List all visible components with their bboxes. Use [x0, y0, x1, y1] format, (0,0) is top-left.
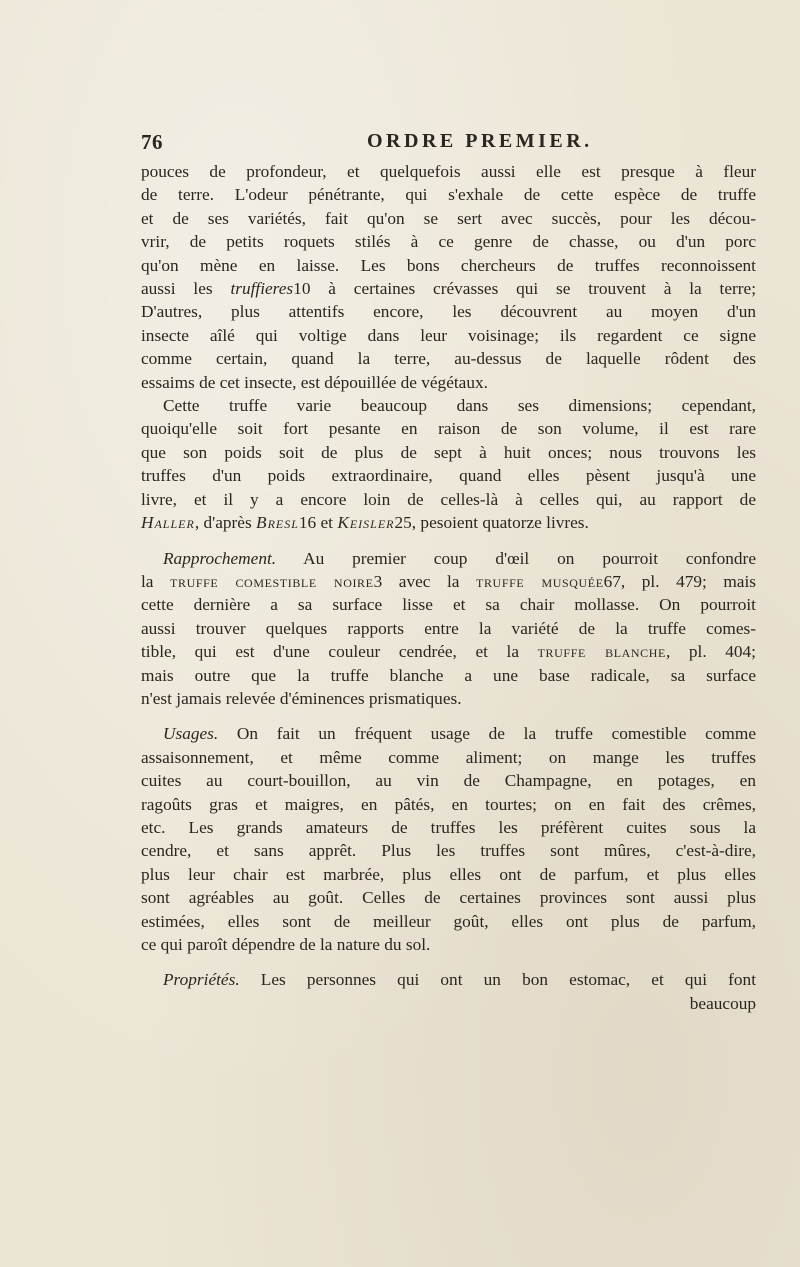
- text-line: pouces de profondeur, et quelquefois aussi elle est presque à fleur: [141, 162, 756, 181]
- paragraph-gap: [141, 710, 756, 722]
- text-line: aussi trouver quelques rapports entre la variété de la truffe comes-: [141, 618, 756, 638]
- text-line: Usages. On fait un fréquent usage de la truffe comestible comme: [163, 724, 756, 744]
- text-line: essaims de cet insecte, est dépouillée de végétaux.: [141, 372, 488, 392]
- paragraph-1: [141, 160, 756, 394]
- text-line: qu'on mène en laisse. Les bons chercheurs de truffes reconnoissent: [141, 255, 756, 275]
- text-line: cuites au court-bouillon, au vin de Champagne, en potages, en: [141, 771, 756, 791]
- catchword: beaucoup: [689, 993, 756, 1013]
- paragraph-gap: [141, 535, 756, 547]
- text-line: Haller, d'après Bresl16 et Keisler25, pesoient quatorze livres.: [141, 513, 589, 533]
- paragraph-proprietes: [141, 968, 756, 1015]
- text-line: vrir, de petits roquets stilés à ce genre de chasse, ou d'un porc: [141, 232, 756, 252]
- paragraph-gap: [141, 956, 756, 968]
- text-line: Rapprochement. Au premier coup d'œil on pourroit confondre: [163, 548, 756, 568]
- page-header: [141, 130, 756, 158]
- text-line: cette dernière a sa surface lisse et sa chair mollasse. On pourroit: [141, 595, 756, 615]
- text-line: que son poids soit de plus de sept à huit onces; nous trouvons les: [141, 442, 756, 462]
- paragraph-rapprochement: [141, 547, 756, 711]
- text-line: truffes d'un poids extraordinaire, quand elles pèsent jusqu'à une: [141, 466, 756, 486]
- text-line: comme certain, quand la terre, au-dessus de laquelle rôdent des: [141, 349, 756, 369]
- text-line: ragoûts gras et maigres, en pâtés, en tourtes; on en fait des crêmes,: [141, 794, 756, 814]
- text-line: mais outre que la truffe blanche a une base radicale, sa surface: [141, 665, 756, 685]
- text-line: n'est jamais relevée d'éminences prismatiques.: [141, 688, 462, 708]
- text-line: D'autres, plus attentifs encore, les découvrent au moyen d'un: [141, 302, 756, 322]
- text-line: plus leur chair est marbrée, plus elles ont de parfum, et plus elles: [141, 864, 756, 884]
- text-line: sont agréables au goût. Celles de certaines provinces sont aussi plus: [141, 888, 756, 908]
- text-line: Propriétés. Les personnes qui ont un bon estomac, et qui font: [163, 970, 756, 990]
- paragraph-usages: [141, 722, 756, 956]
- text-line: assaisonnement, et même comme aliment; on mange les truffes: [141, 747, 756, 767]
- body-text: [141, 160, 756, 1015]
- running-head: ORDRE PREMIER.: [367, 130, 593, 152]
- text-line: tible, qui est d'une couleur cendrée, et la truffe blanche, pl. 404;: [141, 642, 756, 662]
- text-line: quoiqu'elle soit fort pesante en raison de son volume, il est rare: [141, 419, 756, 439]
- paragraph-2: [141, 394, 756, 534]
- text-line: ce qui paroît dépendre de la nature du sol.: [141, 935, 431, 954]
- text-line: livre, et il y a encore loin de celles-là à celles qui, au rapport de: [141, 489, 756, 509]
- text-line: la truffe comestible noire3 avec la truffe musquée67, pl. 479; mais: [141, 571, 757, 591]
- text-line: Cette truffe varie beaucoup dans ses dimensions; cependant,: [163, 396, 756, 416]
- text-line: estimées, elles sont de meilleur goût, elles ont plus de parfum,: [141, 911, 756, 931]
- text-line: etc. Les grands amateurs de truffes les préfèrent cuites sous la: [141, 817, 756, 837]
- text-line: aussi les truffieres10 à certaines crévasses qui se trouvent à la terre;: [141, 279, 756, 299]
- text-line: de terre. L'odeur pénétrante, qui s'exhale de cette espèce de truffe: [141, 185, 756, 205]
- text-line: cendre, et sans apprêt. Plus les truffes sont mûres, c'est-à-dire,: [141, 841, 756, 861]
- page-number: 76: [141, 130, 163, 154]
- text-line: insecte aîlé qui voltige dans leur voisinage; ils regardent ce signe: [141, 325, 756, 345]
- text-line: et de ses variétés, fait qu'on se sert avec succès, pour les décou-: [141, 208, 756, 228]
